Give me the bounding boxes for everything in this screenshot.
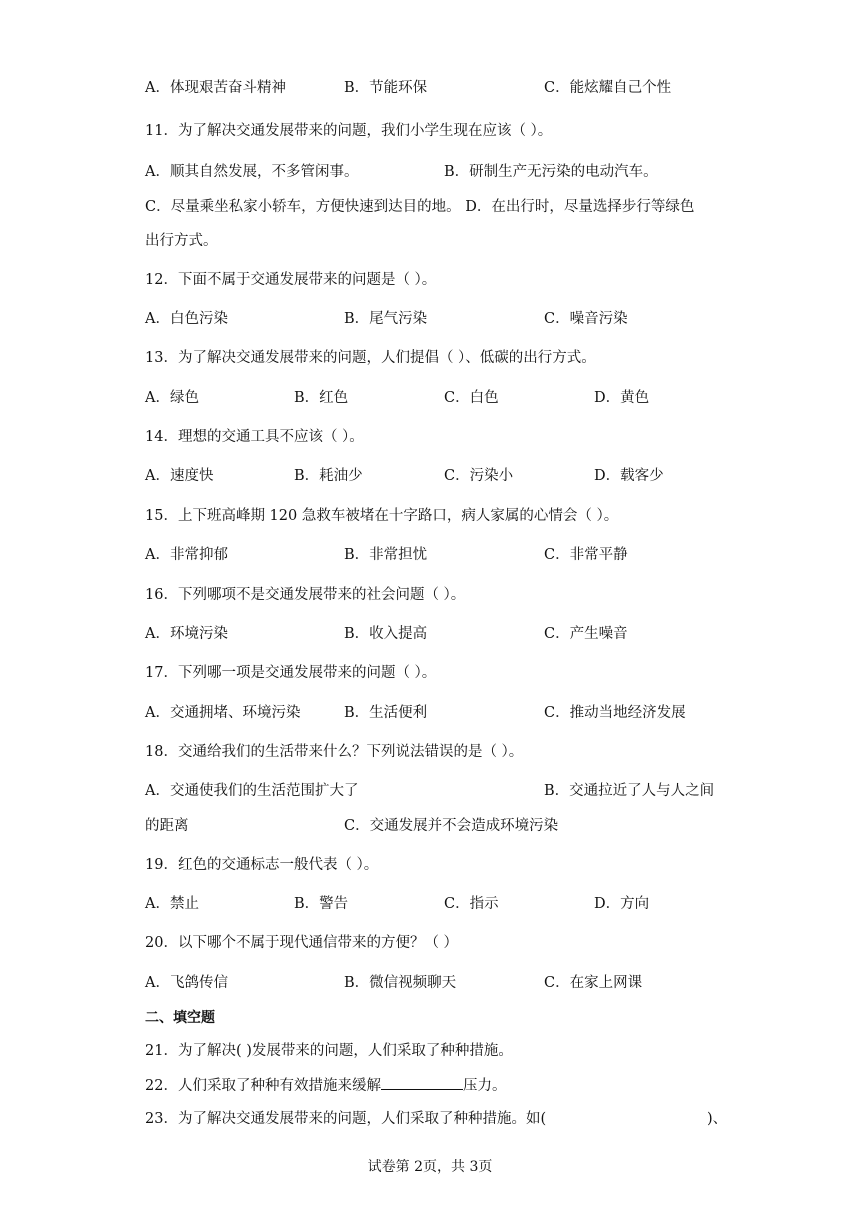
option-cd: C．尽量乘坐私家小轿车，方便快速到达目的地。 D．在出行时，尽量选择步行等绿色 xyxy=(145,199,695,215)
option-a: A．交通拥堵、环境污染 xyxy=(145,705,301,721)
question-stem-end: )、 xyxy=(707,1111,728,1127)
option-b: B．交通拉近了人与人之间 xyxy=(544,783,715,799)
option-d: D．黄色 xyxy=(594,390,650,406)
option-c: C．推动当地经济发展 xyxy=(544,705,686,721)
question-stem: 11．为了解决交通发展带来的问题，我们小学生现在应该（ ）。 xyxy=(145,123,553,139)
option-c: C．噪音污染 xyxy=(544,311,628,327)
option-b-continued: 的距离 xyxy=(145,818,189,834)
question-stem: 23．为了解决交通发展带来的问题，人们采取了种种措施。如( xyxy=(145,1111,547,1127)
option-c: C．指示 xyxy=(444,896,499,912)
question-text: 22．人们采取了种种有效措施来缓解 xyxy=(145,1078,381,1094)
option-b: B．耗油少 xyxy=(294,468,363,484)
page-footer: 试卷第 2页，共 3页 xyxy=(367,1159,493,1175)
option-d: D．载客少 xyxy=(594,468,664,484)
option-c: C．非常平静 xyxy=(544,547,628,563)
question-stem: 19．红色的交通标志一般代表（ ）。 xyxy=(145,857,379,873)
option-a: A．非常抑郁 xyxy=(145,547,228,563)
option-a: A．环境污染 xyxy=(145,626,228,642)
option-a: A．交通使我们的生活范围扩大了 xyxy=(145,783,359,799)
option-continued: 出行方式。 xyxy=(145,233,218,249)
option-c: C．白色 xyxy=(444,390,499,406)
question-stem: 14．理想的交通工具不应该（ ）。 xyxy=(145,429,364,445)
question-stem: 18．交通给我们的生活带来什么？下列说法错误的是（ ）。 xyxy=(145,744,524,760)
option-b: B．红色 xyxy=(294,390,349,406)
option-b: B．收入提高 xyxy=(344,626,428,642)
option-a: A．白色污染 xyxy=(145,311,228,327)
option-c: C．在家上网课 xyxy=(544,975,643,991)
question-stem: 16．下列哪项不是交通发展带来的社会问题（ ）。 xyxy=(145,587,466,603)
question-stem xyxy=(145,1075,506,1096)
option-a: A．绿色 xyxy=(145,390,199,406)
option-b: B．尾气污染 xyxy=(344,311,428,327)
option-c: C．污染小 xyxy=(444,468,514,484)
option-b: B．微信视频聊天 xyxy=(344,975,457,991)
option-a: A．体现艰苦奋斗精神 xyxy=(145,80,286,96)
question-stem: 21．为了解决( )发展带来的问题，人们采取了种种措施。 xyxy=(145,1043,513,1059)
option-b: B．非常担忧 xyxy=(344,547,428,563)
option-b: B．警告 xyxy=(294,896,349,912)
question-stem: 13．为了解决交通发展带来的问题，人们提倡（ ）、低碳的出行方式。 xyxy=(145,350,596,366)
question-text: 压力。 xyxy=(462,1078,507,1094)
option-d: D．方向 xyxy=(594,896,650,912)
option-c: C．产生噪音 xyxy=(544,626,628,642)
section-heading: 二、填空题 xyxy=(145,1010,215,1026)
question-stem: 15．上下班高峰期 120 急救车被堵在十字路口，病人家属的心情会（ ）。 xyxy=(145,508,619,524)
option-b: B．研制生产无污染的电动汽车。 xyxy=(444,164,658,180)
option-c: C．能炫耀自己个性 xyxy=(544,80,672,96)
option-b: B．节能环保 xyxy=(344,80,428,96)
option-a: A．飞鸽传信 xyxy=(145,975,228,991)
question-stem: 17．下列哪一项是交通发展带来的问题（ ）。 xyxy=(145,665,437,681)
option-a: A．速度快 xyxy=(145,468,214,484)
option-b: B．生活便利 xyxy=(344,705,428,721)
option-c: C．交通发展并不会造成环境污染 xyxy=(344,818,559,834)
option-a: A．禁止 xyxy=(145,896,199,912)
option-a: A．顺其自然发展，不多管闲事。 xyxy=(145,164,359,180)
question-stem: 12．下面不属于交通发展带来的问题是（ ）。 xyxy=(145,272,437,288)
question-stem: 20．以下哪个不属于现代通信带来的方便？（ ） xyxy=(145,935,459,951)
answer-blank xyxy=(381,1075,463,1090)
